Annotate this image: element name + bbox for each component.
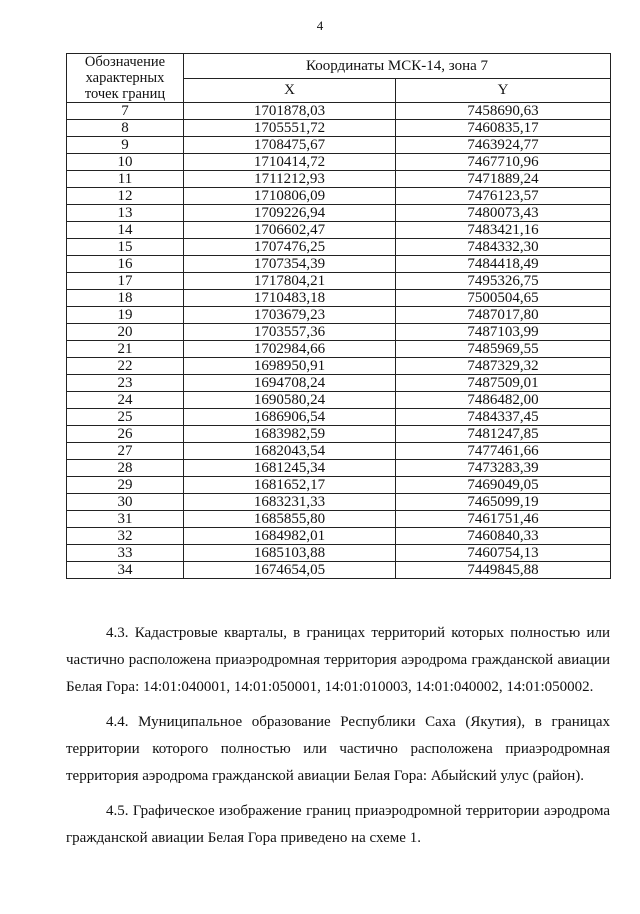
table-header: [67, 54, 611, 103]
table-row: [67, 103, 611, 120]
y-coordinate-cell: 7485969,55: [396, 341, 611, 358]
point-number-cell: 28: [67, 460, 184, 477]
point-number-cell: 23: [67, 375, 184, 392]
header-x: X: [184, 78, 396, 103]
header-coordinate-system: Координаты МСК-14, зона 7: [184, 54, 611, 79]
x-coordinate-cell: 1710483,18: [184, 290, 396, 307]
table-row: [67, 273, 611, 290]
table-row: [67, 120, 611, 137]
table-row: [67, 443, 611, 460]
point-number-cell: 29: [67, 477, 184, 494]
x-coordinate-cell: 1674654,05: [184, 562, 396, 579]
text-section: [66, 620, 610, 860]
point-number-cell: 15: [67, 239, 184, 256]
point-number-cell: 13: [67, 205, 184, 222]
x-coordinate-cell: 1707476,25: [184, 239, 396, 256]
table-body: [67, 103, 611, 579]
point-number-cell: 30: [67, 494, 184, 511]
y-coordinate-cell: 7487017,80: [396, 307, 611, 324]
point-number-cell: 24: [67, 392, 184, 409]
table-row: [67, 562, 611, 579]
table-row: [67, 188, 611, 205]
x-coordinate-cell: 1684982,01: [184, 528, 396, 545]
y-coordinate-cell: 7480073,43: [396, 205, 611, 222]
y-coordinate-cell: 7484332,30: [396, 239, 611, 256]
table-row: [67, 324, 611, 341]
point-number-cell: 8: [67, 120, 184, 137]
x-coordinate-cell: 1717804,21: [184, 273, 396, 290]
y-coordinate-cell: 7487509,01: [396, 375, 611, 392]
point-number-cell: 26: [67, 426, 184, 443]
y-coordinate-cell: 7458690,63: [396, 103, 611, 120]
point-number-cell: 12: [67, 188, 184, 205]
x-coordinate-cell: 1681652,17: [184, 477, 396, 494]
table-row: [67, 222, 611, 239]
x-coordinate-cell: 1686906,54: [184, 409, 396, 426]
table-row: [67, 545, 611, 562]
y-coordinate-cell: 7487103,99: [396, 324, 611, 341]
point-number-cell: 33: [67, 545, 184, 562]
x-coordinate-cell: 1681245,34: [184, 460, 396, 477]
table-row: [67, 154, 611, 171]
y-coordinate-cell: 7473283,39: [396, 460, 611, 477]
y-coordinate-cell: 7476123,57: [396, 188, 611, 205]
x-coordinate-cell: 1685855,80: [184, 511, 396, 528]
table-row: [67, 528, 611, 545]
header-point-designation: Обозначение характерных точек границ: [67, 54, 184, 103]
point-number-cell: 27: [67, 443, 184, 460]
x-coordinate-cell: 1707354,39: [184, 256, 396, 273]
point-number-cell: 19: [67, 307, 184, 324]
header-y: Y: [396, 78, 611, 103]
table-row: [67, 494, 611, 511]
y-coordinate-cell: 7495326,75: [396, 273, 611, 290]
paragraph-4-3: 4.3. Кадастровые кварталы, в границах территорий которых полностью или частично расположена приаэродромная территория аэродрома гражданской авиации Белая Гора: 14:01:040001, 14:01:050001, 14:01:010003, 14:01:040002, 14:01:050002.: [66, 625, 610, 695]
x-coordinate-cell: 1703679,23: [184, 307, 396, 324]
table-row: [67, 460, 611, 477]
x-coordinate-cell: 1706602,47: [184, 222, 396, 239]
point-number-cell: 31: [67, 511, 184, 528]
y-coordinate-cell: 7486482,00: [396, 392, 611, 409]
point-number-cell: 34: [67, 562, 184, 579]
point-number-cell: 25: [67, 409, 184, 426]
x-coordinate-cell: 1682043,54: [184, 443, 396, 460]
table-row: [67, 358, 611, 375]
x-coordinate-cell: 1685103,88: [184, 545, 396, 562]
y-coordinate-cell: 7463924,77: [396, 137, 611, 154]
point-number-cell: 18: [67, 290, 184, 307]
x-coordinate-cell: 1710806,09: [184, 188, 396, 205]
y-coordinate-cell: 7500504,65: [396, 290, 611, 307]
x-coordinate-cell: 1683231,33: [184, 494, 396, 511]
x-coordinate-cell: 1705551,72: [184, 120, 396, 137]
table-row: [67, 409, 611, 426]
point-number-cell: 10: [67, 154, 184, 171]
y-coordinate-cell: 7449845,88: [396, 562, 611, 579]
y-coordinate-cell: 7461751,46: [396, 511, 611, 528]
point-number-cell: 16: [67, 256, 184, 273]
table-row: [67, 137, 611, 154]
x-coordinate-cell: 1702984,66: [184, 341, 396, 358]
y-coordinate-cell: 7460840,33: [396, 528, 611, 545]
x-coordinate-cell: 1694708,24: [184, 375, 396, 392]
paragraph-4-5: 4.5. Графическое изображение границ приаэродромной территории аэродрома гражданской авиации Белая Гора приведено на схеме 1.: [66, 803, 610, 846]
page-number: 4: [316, 18, 324, 33]
y-coordinate-cell: 7471889,24: [396, 171, 611, 188]
x-coordinate-cell: 1709226,94: [184, 205, 396, 222]
x-coordinate-cell: 1683982,59: [184, 426, 396, 443]
table-row: [67, 426, 611, 443]
point-number-cell: 22: [67, 358, 184, 375]
point-number-cell: 21: [67, 341, 184, 358]
table-row: [67, 256, 611, 273]
y-coordinate-cell: 7484418,49: [396, 256, 611, 273]
y-coordinate-cell: 7467710,96: [396, 154, 611, 171]
table-row: [67, 290, 611, 307]
point-number-cell: 17: [67, 273, 184, 290]
y-coordinate-cell: 7484337,45: [396, 409, 611, 426]
coordinates-table: [66, 53, 611, 579]
table-row: [67, 392, 611, 409]
x-coordinate-cell: 1701878,03: [184, 103, 396, 120]
table-row: [67, 511, 611, 528]
table-row: [67, 341, 611, 358]
point-number-cell: 9: [67, 137, 184, 154]
y-coordinate-cell: 7481247,85: [396, 426, 611, 443]
x-coordinate-cell: 1698950,91: [184, 358, 396, 375]
x-coordinate-cell: 1710414,72: [184, 154, 396, 171]
y-coordinate-cell: 7477461,66: [396, 443, 611, 460]
point-number-cell: 7: [67, 103, 184, 120]
table-row: [67, 375, 611, 392]
table-row: [67, 171, 611, 188]
paragraph-4-4: 4.4. Муниципальное образование Республики Саха (Якутия), в границах территории которого полностью или частично расположена приаэродромная территория аэродрома гражданской авиации Белая Гора: Абыйский улус (район).: [66, 714, 610, 784]
point-number-cell: 14: [67, 222, 184, 239]
table-row: [67, 239, 611, 256]
table-row: [67, 477, 611, 494]
y-coordinate-cell: 7469049,05: [396, 477, 611, 494]
x-coordinate-cell: 1708475,67: [184, 137, 396, 154]
y-coordinate-cell: 7460835,17: [396, 120, 611, 137]
table-row: [67, 205, 611, 222]
point-number-cell: 11: [67, 171, 184, 188]
x-coordinate-cell: 1711212,93: [184, 171, 396, 188]
y-coordinate-cell: 7487329,32: [396, 358, 611, 375]
y-coordinate-cell: 7483421,16: [396, 222, 611, 239]
x-coordinate-cell: 1703557,36: [184, 324, 396, 341]
point-number-cell: 32: [67, 528, 184, 545]
y-coordinate-cell: 7465099,19: [396, 494, 611, 511]
table-row: [67, 307, 611, 324]
point-number-cell: 20: [67, 324, 184, 341]
y-coordinate-cell: 7460754,13: [396, 545, 611, 562]
x-coordinate-cell: 1690580,24: [184, 392, 396, 409]
